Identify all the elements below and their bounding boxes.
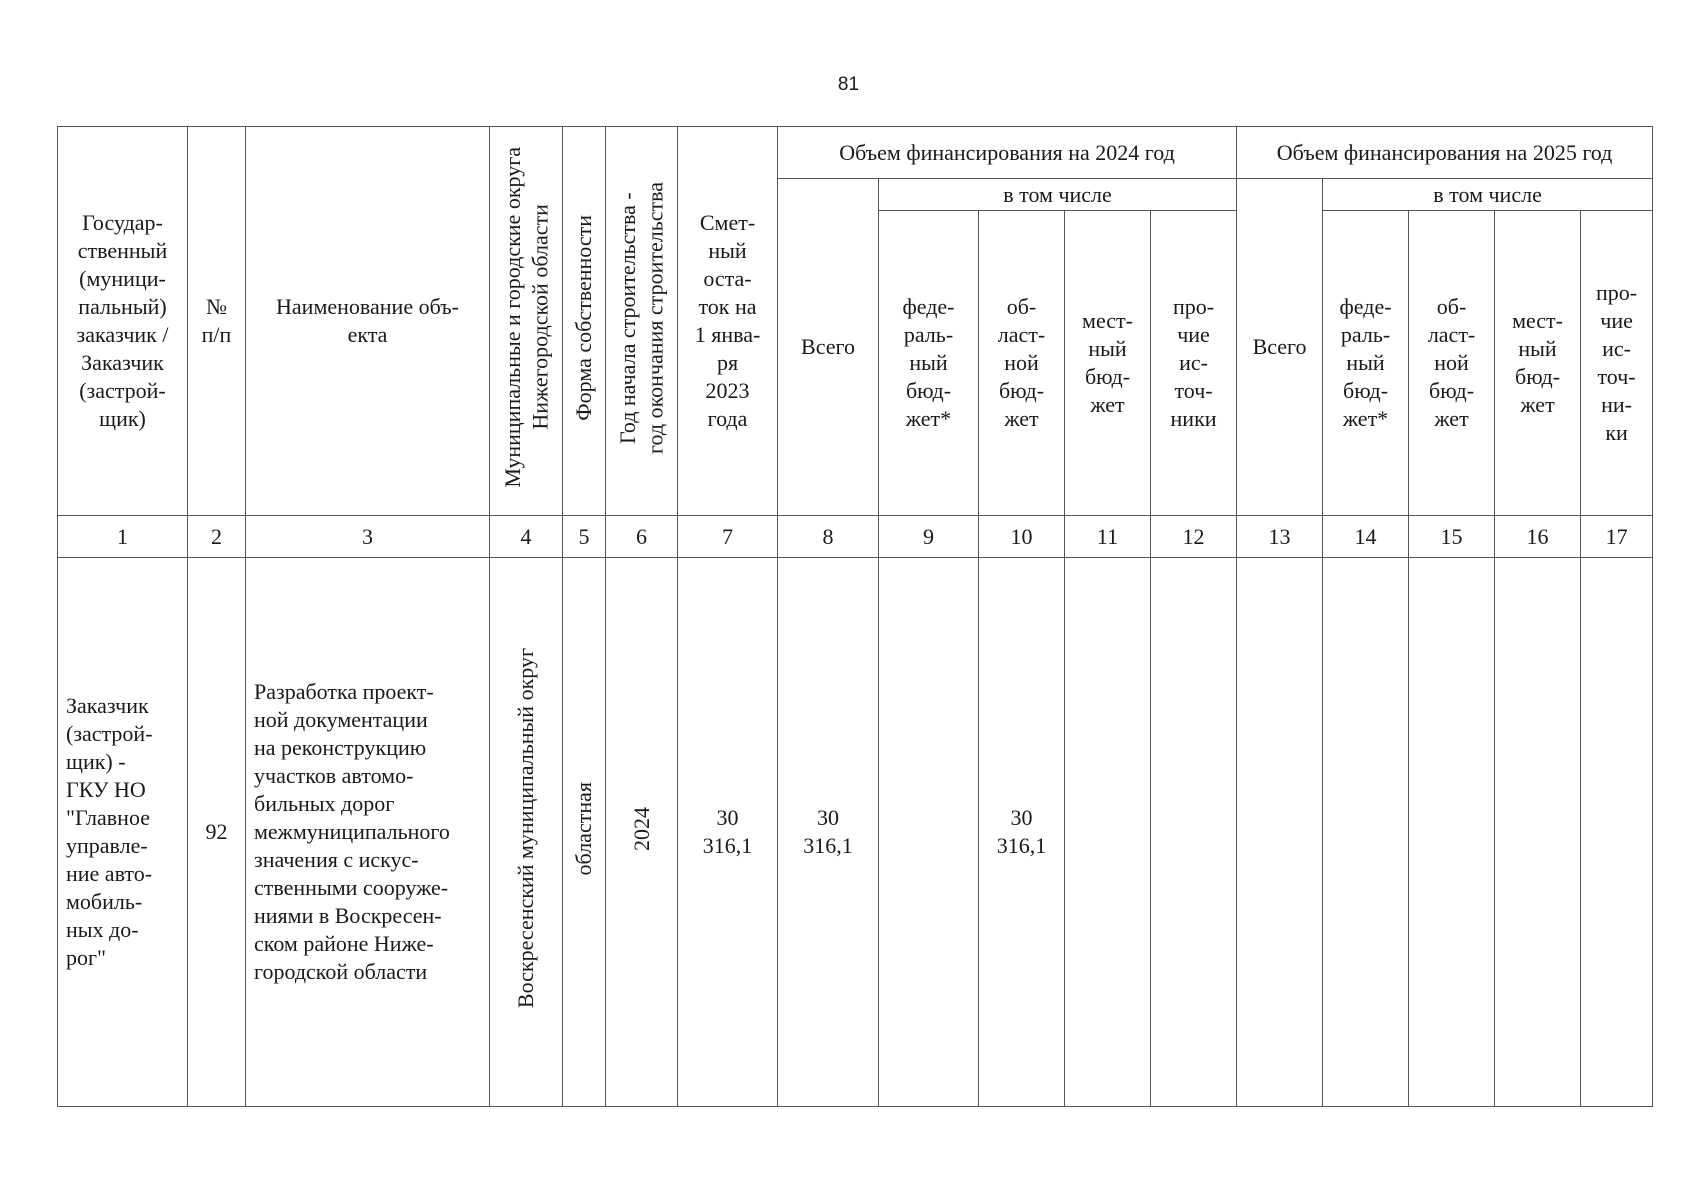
header-object-name: Наименование объ- екта bbox=[246, 127, 490, 516]
page-number: 81 bbox=[837, 74, 860, 95]
column-number: 3 bbox=[246, 516, 490, 558]
row-total-2025 bbox=[1237, 558, 1323, 1107]
header-regional-2024: об- ласт- ной бюд- жет bbox=[979, 211, 1065, 516]
column-number: 11 bbox=[1065, 516, 1151, 558]
header-other-2024: про- чие ис- точ- ники bbox=[1151, 211, 1237, 516]
header-ownership: Форма собственности bbox=[571, 214, 597, 421]
column-number: 4 bbox=[490, 516, 563, 558]
row-local-2025 bbox=[1495, 558, 1581, 1107]
column-number: 1 bbox=[58, 516, 188, 558]
column-number: 8 bbox=[778, 516, 879, 558]
header-remaining: Смет- ный оста- ток на 1 янва- ря 2023 года bbox=[678, 127, 778, 516]
row-ownership: областная bbox=[571, 781, 597, 876]
column-number: 2 bbox=[188, 516, 246, 558]
row-regional-2025 bbox=[1409, 558, 1495, 1107]
row-district-cell bbox=[490, 558, 563, 1107]
header-districts-cell bbox=[490, 127, 563, 516]
header-number: № п/п bbox=[188, 127, 246, 516]
column-number: 6 bbox=[606, 516, 678, 558]
row-number: 92 bbox=[188, 558, 246, 1107]
header-federal-2024: феде- раль- ный бюд- жет* bbox=[879, 211, 979, 516]
row-local-2024 bbox=[1065, 558, 1151, 1107]
row-remaining: 30 316,1 bbox=[678, 558, 778, 1107]
header-years: Год начала строительства - год окончания строительства bbox=[615, 181, 668, 454]
header-years-cell bbox=[606, 127, 678, 516]
header-funding-2025: Объем финансирования на 2025 год bbox=[1237, 127, 1653, 179]
header-federal-2025: феде- раль- ный бюд- жет* bbox=[1323, 211, 1409, 516]
header-total-2025: Всего bbox=[1237, 179, 1323, 516]
header-total-2024: Всего bbox=[778, 179, 879, 516]
row-district: Воскресенский муниципальный округ bbox=[513, 648, 539, 1009]
row-regional-2024: 30 316,1 bbox=[979, 558, 1065, 1107]
row-years-cell bbox=[606, 558, 678, 1107]
column-number: 15 bbox=[1409, 516, 1495, 558]
column-number: 9 bbox=[879, 516, 979, 558]
row-total-2024: 30 316,1 bbox=[778, 558, 879, 1107]
column-number: 7 bbox=[678, 516, 778, 558]
header-regional-2025: об- ласт- ной бюд- жет bbox=[1409, 211, 1495, 516]
column-number: 13 bbox=[1237, 516, 1323, 558]
column-numbers-row bbox=[58, 516, 1653, 558]
row-other-2025 bbox=[1581, 558, 1653, 1107]
header-ownership-cell bbox=[563, 127, 606, 516]
row-federal-2024 bbox=[879, 558, 979, 1107]
column-number: 5 bbox=[563, 516, 606, 558]
header-funding-2024: Объем финансирования на 2024 год bbox=[778, 127, 1237, 179]
column-number: 10 bbox=[979, 516, 1065, 558]
row-object-name: Разработка проект- ной документации на реконструкцию участков автомо- бильных дорог межмуниципального значения с искус- ственными сооруже- ниями в Воскресен- ском районе Ниже- городской области bbox=[246, 558, 490, 1107]
row-ownership-cell bbox=[563, 558, 606, 1107]
header-row bbox=[58, 127, 1653, 179]
header-local-2025: мест- ный бюд- жет bbox=[1495, 211, 1581, 516]
row-years: 2024 bbox=[628, 806, 654, 851]
header-customer: Государ- ственный (муници- пальный) заказчик / Заказчик (застрой- щик) bbox=[58, 127, 188, 516]
header-local-2024: мест- ный бюд- жет bbox=[1065, 211, 1151, 516]
construction-funding-table bbox=[57, 126, 1653, 1107]
column-number: 16 bbox=[1495, 516, 1581, 558]
header-including-2025: в том числе bbox=[1323, 179, 1653, 211]
header-including-2024: в том числе bbox=[879, 179, 1237, 211]
header-other-2025: про- чие ис- точ- ни- ки bbox=[1581, 211, 1653, 516]
row-federal-2025 bbox=[1323, 558, 1409, 1107]
row-other-2024 bbox=[1151, 558, 1237, 1107]
row-customer: Заказчик (застрой- щик) - ГКУ НО "Главное управле- ние авто- мобиль- ных до- рог" bbox=[58, 558, 188, 1107]
column-number: 14 bbox=[1323, 516, 1409, 558]
header-districts: Муниципальные и городские округа Нижегородской области bbox=[499, 147, 552, 488]
table-row bbox=[58, 558, 1653, 1107]
column-number: 17 bbox=[1581, 516, 1653, 558]
column-number: 12 bbox=[1151, 516, 1237, 558]
